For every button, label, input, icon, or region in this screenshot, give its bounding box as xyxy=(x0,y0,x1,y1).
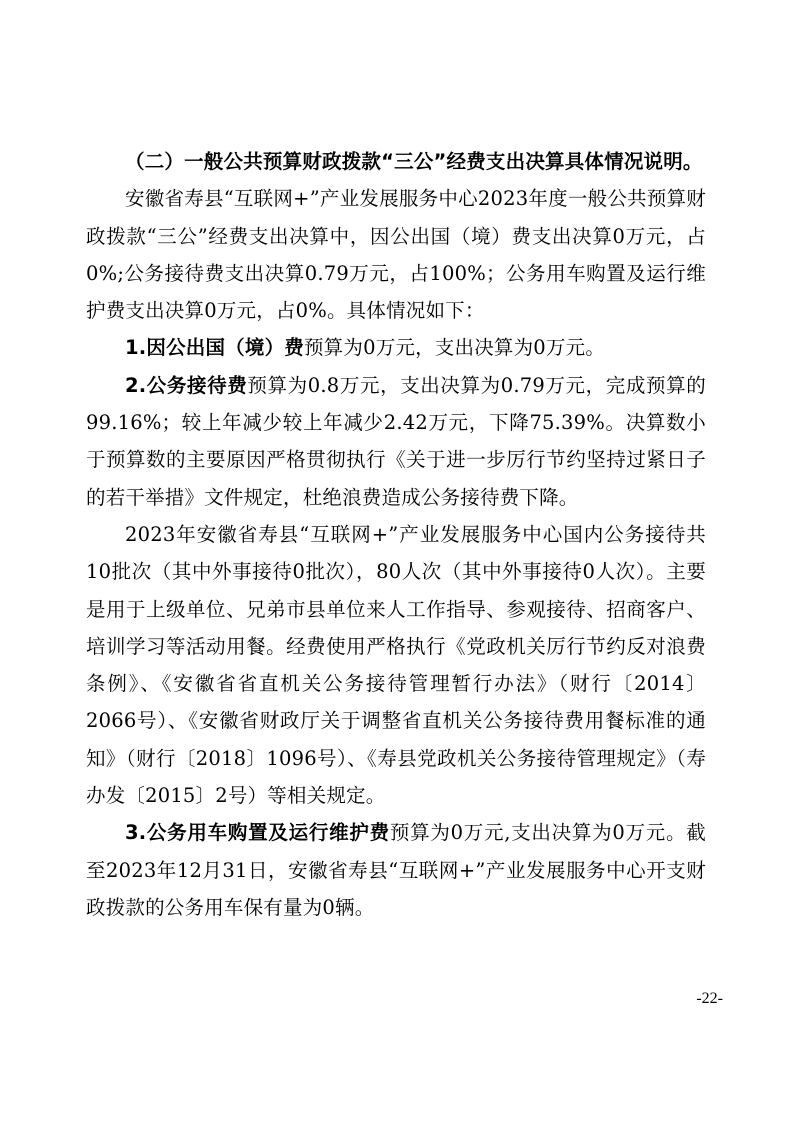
document-body xyxy=(86,143,706,926)
item-2-text: 预算为0.8万元，支出决算为0.79万元，完成预算的99.16%；较上年减少较上年减少2.42万元，下降75.39%。决算数小于预算数的主要原因严格贯彻执行《关于进一步厉行节约坚持过紧日子的若干举措》文件规定，杜绝浪费造成公务接待费下降。 xyxy=(86,373,706,509)
item-1-paragraph xyxy=(86,329,706,366)
item-2-paragraph xyxy=(86,367,706,516)
item-2-lead: 2.公务接待费 xyxy=(125,373,248,397)
item-1-text: 预算为0万元，支出决算为0万元。 xyxy=(303,336,605,360)
item-3-lead: 3.公务用车购置及运行维护费 xyxy=(125,821,390,845)
reception-paragraph: 2023年安徽省寿县“互联网+”产业发展服务中心国内公务接待共10批次（其中外事接待0批次），80人次（其中外事接待0人次）。主要是用于上级单位、兄弟市县单位来人工作指导、参观接待、招商客户、培训学习等活动用餐。经费使用严格执行《党政机关厉行节约反对浪费条例》、《安徽省省直机关公务接待管理暂行办法》（财行〔2014〕2066号）、《安徽省财政厅关于调整省直机关公务接待费用餐标准的通知》（财行〔2018〕1096号）、《寿县党政机关公务接待管理规定》（寿办发〔2015〕2号）等相关规定。 xyxy=(86,522,706,808)
item-3-paragraph xyxy=(86,814,706,926)
section-heading: （二）一般公共预算财政拨款“三公”经费支出决算具体情况说明。 xyxy=(125,150,703,173)
item-3-text: 预算为0万元,支出决算为0万元。截至2023年12月31日，安徽省寿县“互联网+”产业发展服务中心开支财政拨款的公务用车保有量为0辆。 xyxy=(86,821,706,919)
page-number: -22- xyxy=(696,990,723,1007)
intro-paragraph: 安徽省寿县“互联网+”产业发展服务中心2023年度一般公共预算财政拨款“三公”经费支出决算中，因公出国（境）费支出决算0万元，占0%;公务接待费支出决算0.79万元，占100%；公务用车购置及运行维护费支出决算0万元，占0%。具体情况如下： xyxy=(86,187,706,323)
item-1-lead: 1.因公出国（境）费 xyxy=(125,336,304,360)
